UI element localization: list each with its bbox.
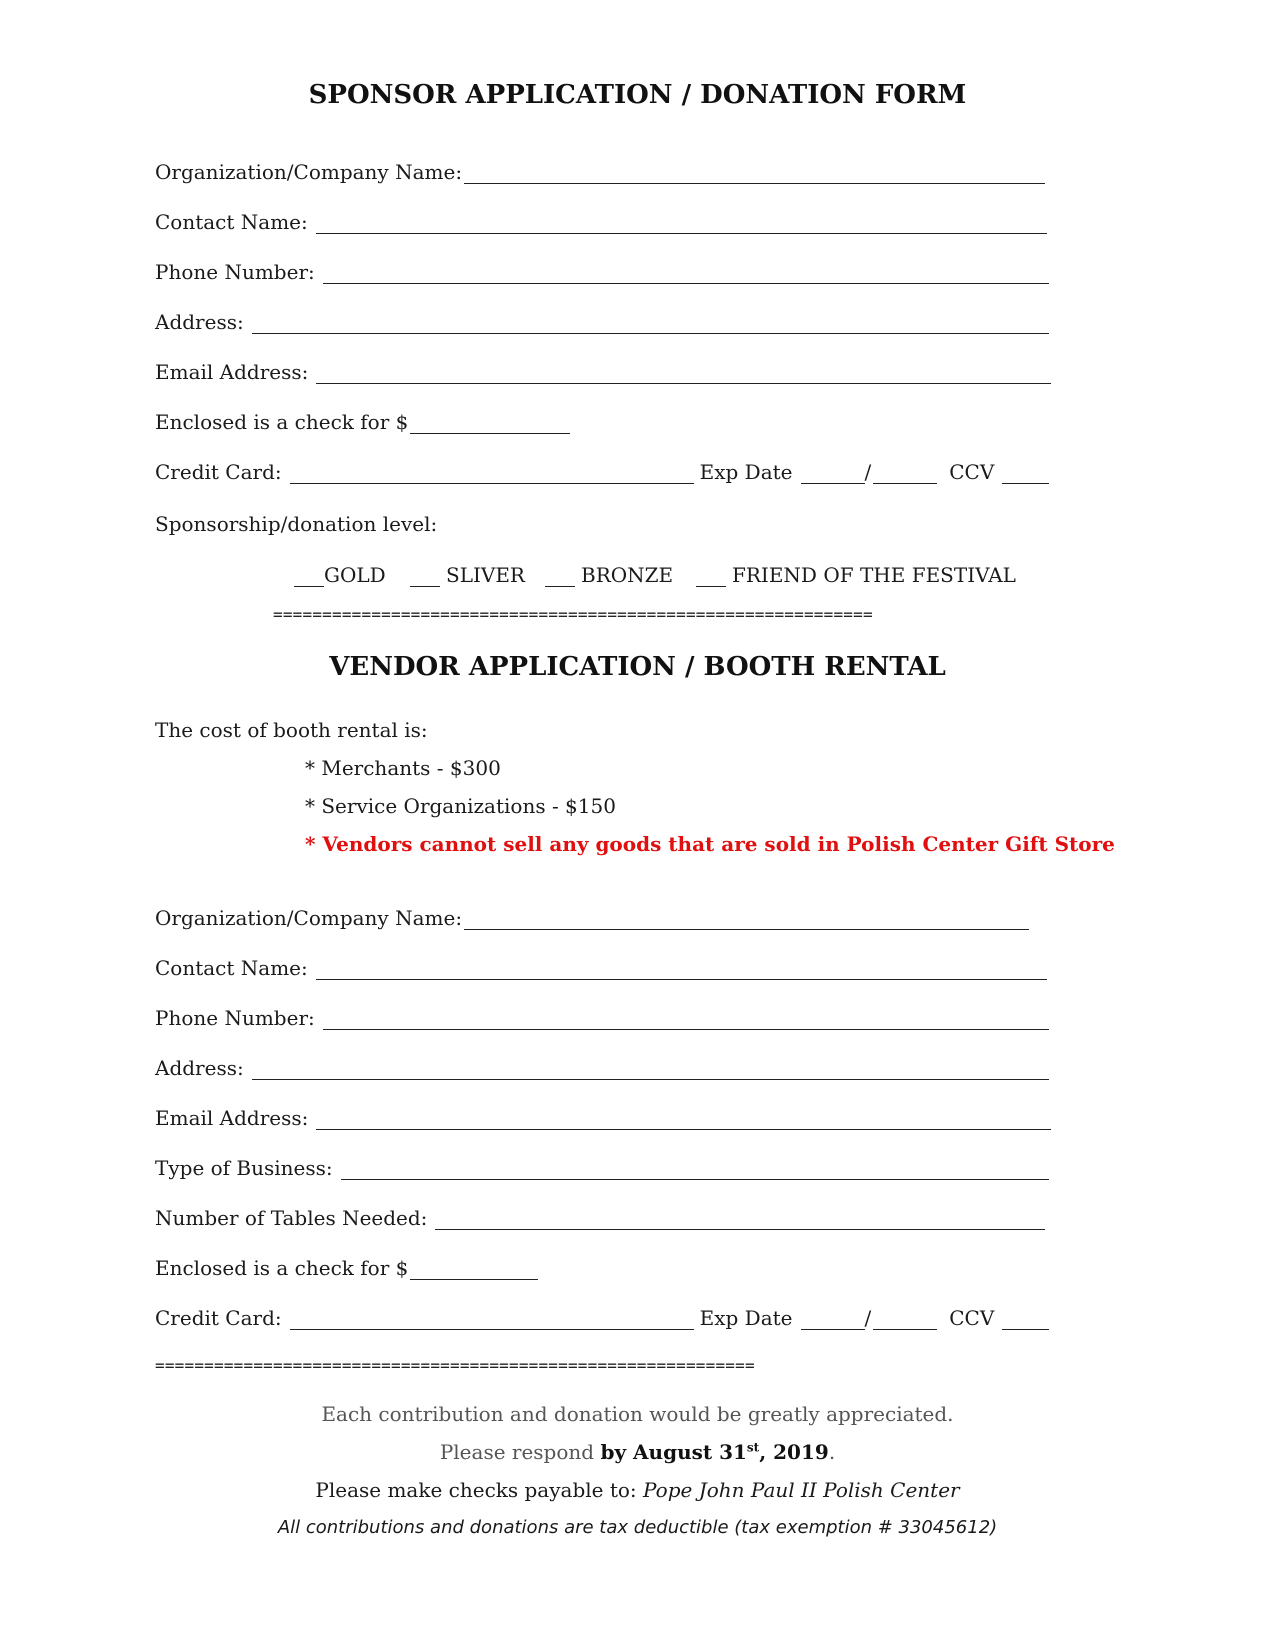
closing-payable: [0, 1478, 1275, 1502]
vendor-phone-label: Phone Number:: [155, 1006, 315, 1030]
vendor-warning: * Vendors cannot sell any goods that are sold in Polish Center Gift Store: [305, 832, 1115, 856]
vendor-address-field[interactable]: [252, 1061, 1049, 1080]
vendor-tables-row: [155, 1206, 1045, 1230]
closing-respond: [0, 1440, 1275, 1464]
sponsor-check-row: [155, 410, 570, 434]
vendor-credit-field[interactable]: [290, 1311, 694, 1330]
silver-label: SLIVER: [446, 563, 525, 587]
vendor-business-label: Type of Business:: [155, 1156, 333, 1180]
sponsor-email-label: Email Address:: [155, 360, 309, 384]
vendor-business-row: [155, 1156, 1049, 1180]
sponsor-level-silver: [408, 563, 525, 587]
vendor-ccv-field[interactable]: [1002, 1311, 1049, 1330]
vendor-address-label: Address:: [155, 1056, 244, 1080]
sponsor-level-bronze: [543, 563, 673, 587]
vendor-contact-row: [155, 956, 1047, 980]
section-separator: =============================================================: [273, 605, 873, 624]
gold-label: GOLD: [324, 563, 386, 587]
sponsor-exp-month-field[interactable]: [801, 465, 865, 484]
sponsor-check-field[interactable]: [410, 415, 570, 434]
vendor-check-field[interactable]: [410, 1261, 538, 1280]
sponsor-phone-row: [155, 260, 1049, 284]
sponsor-address-label: Address:: [155, 310, 244, 334]
sponsor-exp-sep: /: [864, 460, 872, 484]
vendor-title: VENDOR APPLICATION / BOOTH RENTAL: [329, 652, 946, 682]
sponsor-ccv-field[interactable]: [1002, 465, 1049, 484]
closing-respond-end: .: [828, 1440, 836, 1464]
sponsor-level-friend: [694, 563, 1016, 587]
closing-respond-date: by August 31: [600, 1440, 747, 1464]
sponsor-ccv-label: CCV: [949, 460, 995, 484]
vendor-check-row: [155, 1256, 538, 1280]
closing-respond-year: , 2019: [759, 1440, 829, 1464]
sponsor-contact-field[interactable]: [316, 215, 1047, 234]
vendor-contact-field[interactable]: [316, 961, 1047, 980]
closing-payable-prefix: Please make checks payable to:: [315, 1478, 644, 1502]
sponsor-phone-label: Phone Number:: [155, 260, 315, 284]
closing-respond-prefix: Please respond: [439, 1440, 601, 1464]
closing-payable-name: Pope John Paul II Polish Center: [643, 1478, 960, 1502]
sponsor-address-field[interactable]: [252, 315, 1049, 334]
sponsor-level-label: Sponsorship/donation level:: [155, 512, 438, 536]
vendor-credit-row: [155, 1306, 1049, 1330]
bronze-checkbox[interactable]: [545, 568, 575, 587]
sponsor-address-row: [155, 310, 1049, 334]
vendor-tables-field[interactable]: [435, 1211, 1045, 1230]
vendor-phone-field[interactable]: [323, 1011, 1049, 1030]
vendor-tables-label: Number of Tables Needed:: [155, 1206, 428, 1230]
closing-appreciation: Each contribution and donation would be greatly appreciated.: [321, 1402, 954, 1426]
vendor-org-label: Organization/Company Name:: [155, 906, 463, 930]
closing-tax-note: All contributions and donations are tax deductible (tax exemption # 33045612): [277, 1517, 998, 1538]
sponsor-check-label: Enclosed is a check for $: [155, 410, 409, 434]
vendor-org-row: [155, 906, 1029, 930]
vendor-ccv-label: CCV: [949, 1306, 995, 1330]
friend-label: FRIEND OF THE FESTIVAL: [732, 563, 1016, 587]
vendor-exp-year-field[interactable]: [873, 1311, 937, 1330]
sponsor-contact-label: Contact Name:: [155, 210, 308, 234]
closing-separator: =============================================================: [155, 1356, 755, 1375]
sponsor-level-gold: [292, 563, 386, 587]
vendor-email-label: Email Address:: [155, 1106, 309, 1130]
sponsor-contact-row: [155, 210, 1047, 234]
vendor-email-row: [155, 1106, 1051, 1130]
vendor-cost-merchants: * Merchants - $300: [305, 756, 501, 780]
vendor-exp-label: Exp Date: [699, 1306, 793, 1330]
gold-checkbox[interactable]: [294, 568, 324, 587]
sponsor-org-label: Organization/Company Name:: [155, 160, 463, 184]
vendor-email-field[interactable]: [316, 1111, 1051, 1130]
vendor-credit-label: Credit Card:: [155, 1306, 282, 1330]
sponsor-credit-row: [155, 460, 1049, 484]
silver-checkbox[interactable]: [410, 568, 440, 587]
vendor-cost-service: * Service Organizations - $150: [305, 794, 616, 818]
vendor-phone-row: [155, 1006, 1049, 1030]
vendor-org-field[interactable]: [464, 911, 1029, 930]
vendor-exp-sep: /: [864, 1306, 872, 1330]
vendor-contact-label: Contact Name:: [155, 956, 308, 980]
sponsor-phone-field[interactable]: [323, 265, 1049, 284]
sponsor-exp-year-field[interactable]: [873, 465, 937, 484]
vendor-exp-month-field[interactable]: [801, 1311, 865, 1330]
bronze-label: BRONZE: [581, 563, 674, 587]
sponsor-credit-label: Credit Card:: [155, 460, 282, 484]
sponsor-email-row: [155, 360, 1051, 384]
sponsor-credit-field[interactable]: [290, 465, 694, 484]
sponsor-org-field[interactable]: [464, 165, 1045, 184]
sponsor-exp-label: Exp Date: [699, 460, 793, 484]
closing-respond-sup: st: [746, 1440, 760, 1455]
vendor-cost-intro: The cost of booth rental is:: [155, 718, 428, 742]
sponsor-email-field[interactable]: [316, 365, 1051, 384]
friend-checkbox[interactable]: [696, 568, 726, 587]
sponsor-title: SPONSOR APPLICATION / DONATION FORM: [308, 80, 967, 110]
vendor-check-label: Enclosed is a check for $: [155, 1256, 409, 1280]
sponsor-org-row: [155, 160, 1045, 184]
vendor-business-field[interactable]: [341, 1161, 1049, 1180]
vendor-address-row: [155, 1056, 1049, 1080]
